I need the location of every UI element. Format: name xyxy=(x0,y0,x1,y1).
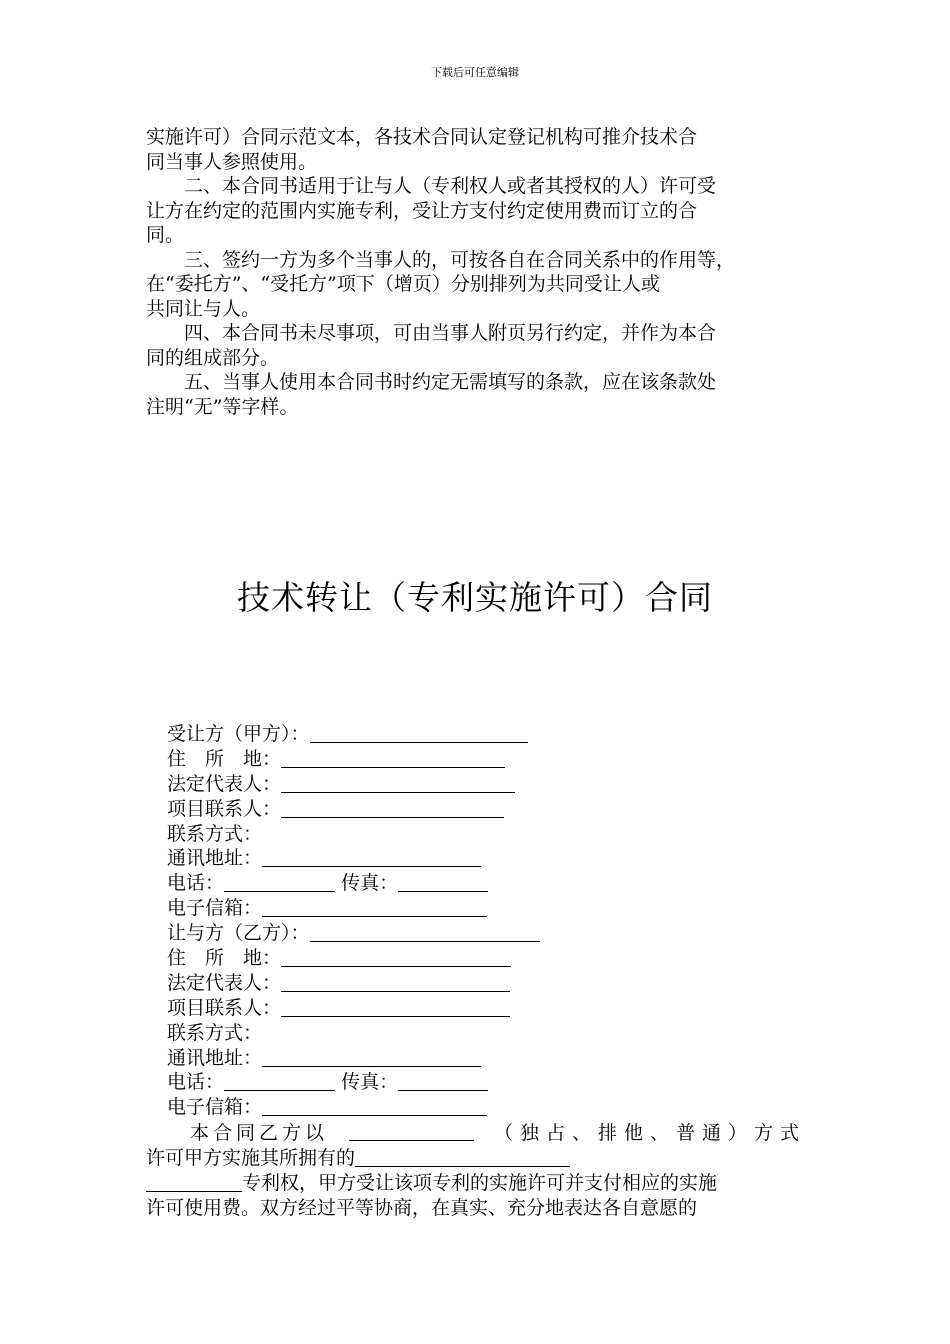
note-line: 四、本合同书未尽事项，可由当事人附页另行约定，并作为本合 xyxy=(184,322,717,344)
party-b-phone-row xyxy=(167,1070,817,1095)
party-b-heading: 让与方（乙方）： xyxy=(167,922,310,945)
party-b-mail-address-row xyxy=(167,1046,817,1071)
party-a-legal-rep-field[interactable] xyxy=(281,773,515,793)
body-line1-start: 本合同乙方以 xyxy=(190,1122,329,1144)
body-line-1 xyxy=(146,1121,806,1146)
body-line-3 xyxy=(146,1171,806,1196)
party-b-address-label: 住 所 地： xyxy=(167,947,282,970)
body-line-2 xyxy=(146,1146,806,1171)
party-a-legal-rep-row xyxy=(167,772,817,797)
party-b-email-label: 电子信箱： xyxy=(167,1096,263,1119)
party-b-name-field[interactable] xyxy=(310,922,540,942)
party-b-mail-address-field[interactable] xyxy=(262,1047,481,1067)
party-a-contact-person-label: 项目联系人： xyxy=(167,797,282,820)
party-a-email-field[interactable] xyxy=(262,897,487,917)
party-a-mail-address-row xyxy=(167,846,817,871)
party-b-contact-person-label: 项目联系人： xyxy=(167,996,282,1019)
note-line: 三、签约一方为多个当事人的，可按各自在合同关系中的作用等， xyxy=(184,248,736,271)
body-line1-options: （独占、排他、普通）方式 xyxy=(493,1122,806,1144)
note-line: 同的组成部分。 xyxy=(146,346,280,369)
note-line: 让方在约定的范围内实施专利，受让方支付约定使用费而订立的合 xyxy=(146,199,698,222)
body-line3-text: 专利权，甲方受让该项专利的实施许可并支付相应的实施 xyxy=(242,1172,718,1194)
contract-body xyxy=(146,1121,806,1221)
party-b-heading-row xyxy=(167,921,817,946)
body-line4-text: 许可使用费。双方经过平等协商，在真实、充分地表达各自意愿的 xyxy=(146,1197,698,1219)
party-a-address-label: 住 所 地： xyxy=(167,747,282,770)
party-b-mail-address-label: 通讯地址： xyxy=(167,1046,263,1069)
note-line: 五、当事人使用本合同书时约定无需填写的条款，应在该条款处 xyxy=(184,371,717,393)
party-a-mail-address-label: 通讯地址： xyxy=(167,847,263,870)
party-a-phone-field[interactable] xyxy=(224,872,335,892)
party-b-phone-label: 电话： xyxy=(167,1071,225,1094)
party-b-phone-field[interactable] xyxy=(224,1071,335,1091)
party-a-contact-person-field[interactable] xyxy=(281,798,504,818)
party-a-email-label: 电子信箱： xyxy=(167,897,263,920)
party-a-heading: 受让方（甲方）： xyxy=(167,723,310,745)
party-a-contact-method-row xyxy=(167,822,817,847)
page-header: 下载后可任意编辑 xyxy=(431,66,519,79)
note-line: 同当事人参照使用。 xyxy=(146,150,318,173)
party-b-contact-method-label: 联系方式： xyxy=(167,1021,263,1044)
party-a-fax-field[interactable] xyxy=(398,872,488,892)
party-a-phone-row xyxy=(167,871,817,896)
body-line-4 xyxy=(146,1196,806,1221)
party-a-phone-label: 电话： xyxy=(167,872,225,895)
party-a-mail-address-field[interactable] xyxy=(262,847,481,867)
party-b-contact-method-row xyxy=(167,1021,817,1046)
note-line: 共同让与人。 xyxy=(146,297,261,320)
party-b-address-field[interactable] xyxy=(281,947,511,967)
party-a-contact-person-row xyxy=(167,797,817,822)
note-line: 实施许可）合同示范文本，各技术合同认定登记机构可推介技术合 xyxy=(146,126,698,148)
note-line: 注明“无”等字样。 xyxy=(146,395,299,418)
party-b-fax-field[interactable] xyxy=(398,1071,488,1091)
party-fields xyxy=(167,722,817,1120)
license-type-field[interactable] xyxy=(349,1121,474,1141)
patent-number-field[interactable] xyxy=(146,1172,242,1192)
party-a-name-field[interactable] xyxy=(310,723,528,743)
party-b-legal-rep-row xyxy=(167,971,817,996)
party-b-contact-person-row xyxy=(167,996,817,1021)
party-a-legal-rep-label: 法定代表人： xyxy=(167,772,282,795)
party-b-email-field[interactable] xyxy=(262,1096,487,1116)
party-a-fax-label: 传真： xyxy=(341,872,399,895)
party-b-email-row xyxy=(167,1095,817,1120)
party-a-email-row xyxy=(167,896,817,921)
note-line: 二、本合同书适用于让与人（专利权人或者其授权的人）许可受 xyxy=(184,175,717,197)
party-a-address-field[interactable] xyxy=(281,748,505,768)
party-b-legal-rep-field[interactable] xyxy=(281,972,510,992)
party-a-contact-method-label: 联系方式： xyxy=(167,822,263,845)
party-b-legal-rep-label: 法定代表人： xyxy=(167,971,282,994)
party-a-heading-row xyxy=(167,722,817,747)
contract-title: 技术转让（专利实施许可）合同 xyxy=(237,578,713,617)
party-b-address-row xyxy=(167,946,817,971)
note-line: 在“委托方”、“受托方”项下（增页）分别排列为共同受让人或 xyxy=(146,273,660,295)
party-b-fax-label: 传真： xyxy=(341,1071,399,1094)
patent-name-field[interactable] xyxy=(355,1147,570,1167)
note-line: 同。 xyxy=(146,224,185,246)
party-a-address-row xyxy=(167,747,817,772)
body-line2-text: 许可甲方实施其所拥有的 xyxy=(146,1147,356,1169)
party-b-contact-person-field[interactable] xyxy=(281,997,510,1017)
usage-notes xyxy=(146,125,811,419)
